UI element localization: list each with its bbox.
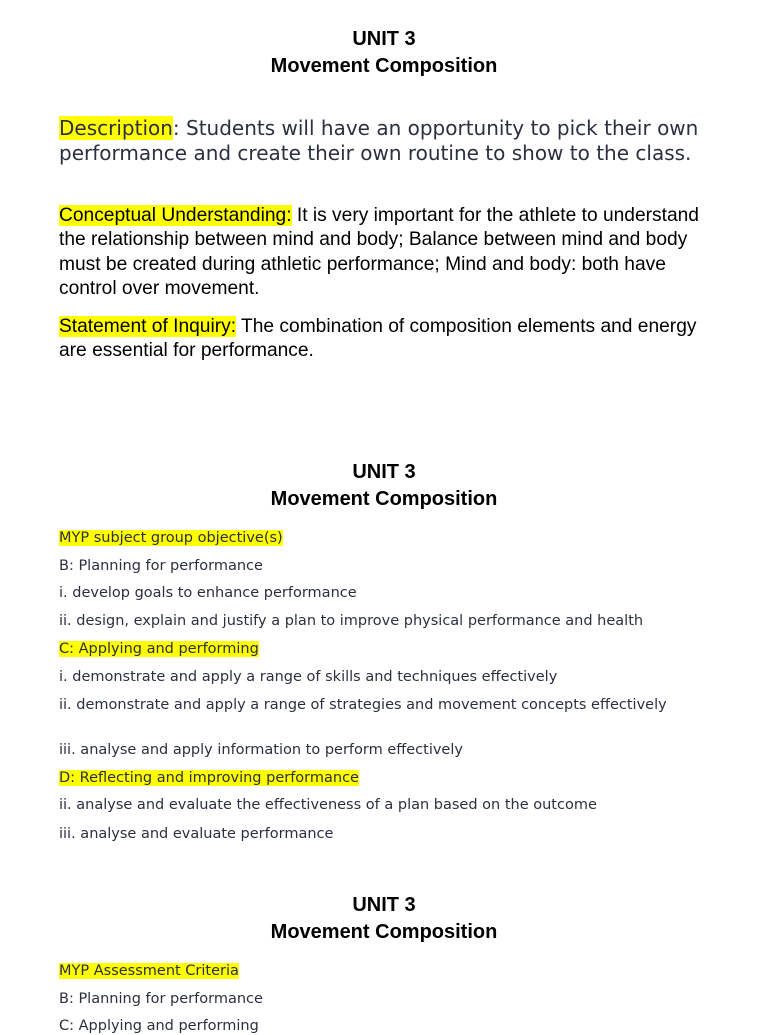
- list-item: iii. analyse and apply information to perform effectively: [59, 742, 463, 758]
- list-item: iii. analyse and evaluate performance: [59, 826, 334, 842]
- unit-label: UNIT 3: [352, 894, 416, 916]
- unit-header-1: [0, 26, 768, 80]
- unit-label: UNIT 3: [352, 28, 416, 50]
- unit-header-3: [0, 892, 768, 946]
- unit-title: Movement Composition: [270, 488, 498, 510]
- list-item: ii. demonstrate and apply a range of strategies and movement concepts effectively: [59, 697, 667, 713]
- unit-title: Movement Composition: [270, 921, 498, 943]
- assessment-criteria-heading: MYP Assessment Criteria: [59, 963, 239, 979]
- description-text: : Students will have an opportunity to pick their own performance and create their own routine to show to the class.: [59, 116, 699, 165]
- statement-of-inquiry-paragraph: [59, 315, 719, 364]
- objective-d-heading: D: Reflecting and improving performance: [59, 770, 359, 786]
- list-item: B: Planning for performance: [59, 991, 263, 1007]
- list-item: ii. analyse and evaluate the effectiveness of a plan based on the outcome: [59, 797, 597, 813]
- unit-label: UNIT 3: [352, 461, 416, 483]
- objective-c-heading: C: Applying and performing: [59, 641, 259, 657]
- statement-of-inquiry-text: The combination of composition elements and energy are essential for performance.: [59, 316, 697, 362]
- conceptual-understanding-label: Conceptual Understanding:: [59, 205, 292, 226]
- list-item: ii. design, explain and justify a plan to improve physical performance and health: [59, 613, 644, 629]
- objectives-heading: MYP subject group objective(s): [59, 530, 283, 546]
- unit-title: Movement Composition: [270, 55, 498, 77]
- conceptual-understanding-text: It is very important for the athlete to understand the relationship between mind and body; Balance between mind and body must be created during athletic performance; Mind and body: both have control over movement.: [59, 205, 699, 299]
- list-item: i. develop goals to enhance performance: [59, 585, 357, 601]
- description-paragraph: [59, 116, 709, 165]
- description-label: Description: [59, 116, 173, 140]
- conceptual-understanding-paragraph: [59, 204, 719, 301]
- list-item: C: Applying and performing: [59, 1018, 259, 1034]
- list-item: i. demonstrate and apply a range of skills and techniques effectively: [59, 669, 558, 685]
- unit-header-2: [0, 459, 768, 513]
- statement-of-inquiry-label: Statement of Inquiry:: [59, 316, 237, 337]
- list-item: B: Planning for performance: [59, 558, 263, 574]
